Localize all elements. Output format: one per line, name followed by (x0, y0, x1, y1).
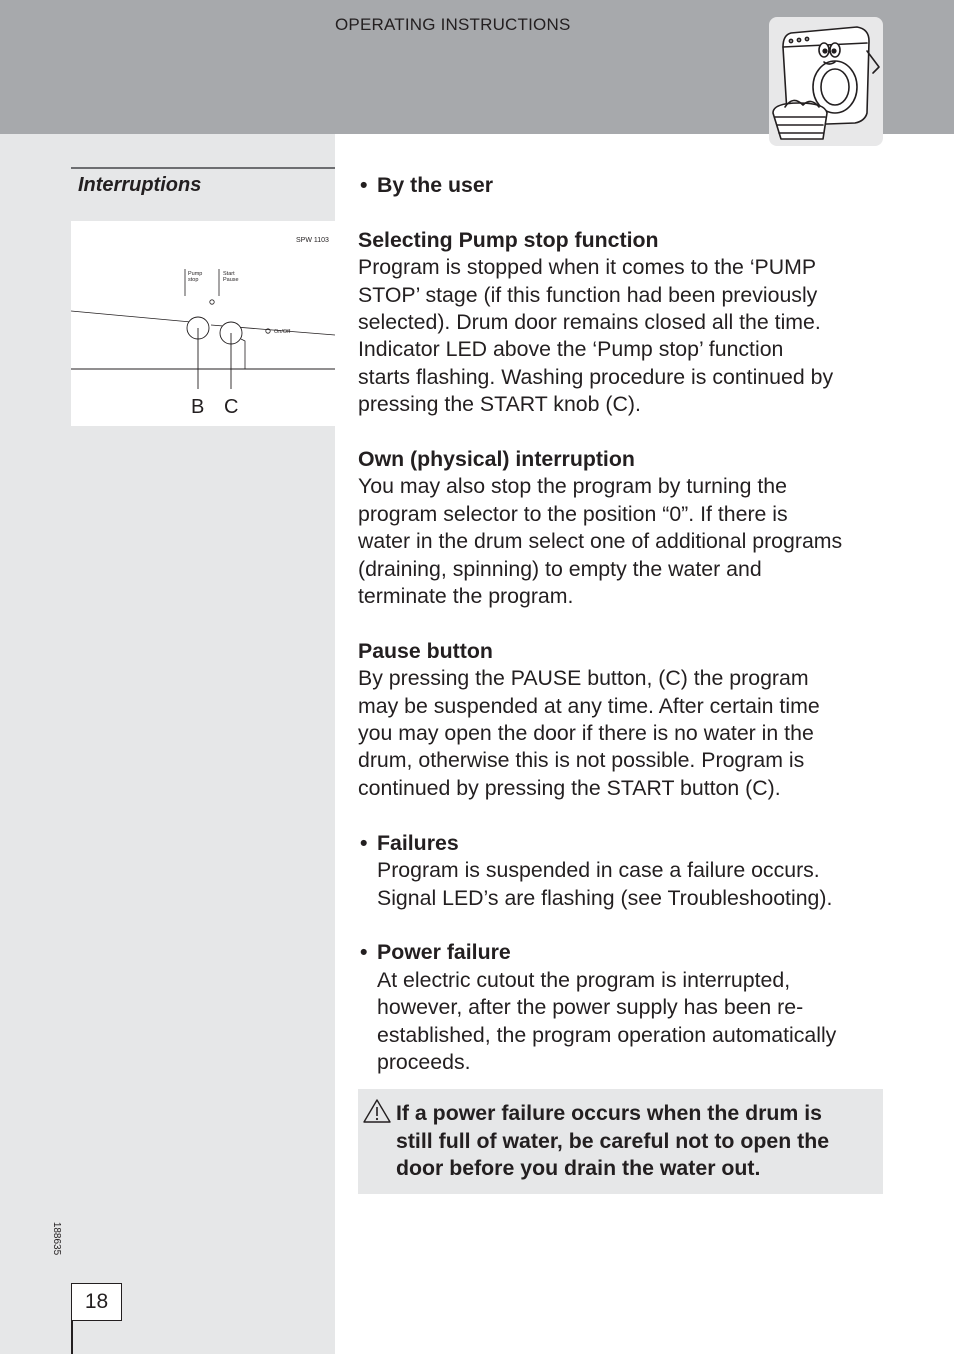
own-interruption-line: water in the drum select one of additional programs (358, 529, 843, 554)
document-code: 188635 (51, 1221, 63, 1256)
warning-box (358, 1089, 883, 1194)
control-panel-figure (71, 221, 335, 426)
failures-line: Program is suspended in case a failure occurs. (377, 858, 820, 883)
header-title: OPERATING INSTRUCTIONS (335, 15, 571, 34)
own-interruption-line: You may also stop the program by turning the (358, 474, 787, 499)
warning-line: If a power failure occurs when the drum is (396, 1101, 823, 1125)
pump-stop-line: STOP’ stage (if this function had been previously (358, 282, 818, 307)
washing-machine-mascot-icon (769, 17, 883, 146)
warning-triangle-icon (362, 1098, 392, 1129)
pause-line: may be suspended at any time. After certain time (358, 693, 820, 718)
pump-stop-line: Program is stopped when it comes to the ‘PUMP (358, 255, 817, 280)
pause-line: drum, otherwise this is not possible. Program is (358, 748, 805, 773)
pump-stop-heading: Selecting Pump stop function (358, 227, 659, 252)
start-pause-label-1: Start (223, 271, 235, 277)
section-rule (71, 167, 335, 169)
pump-stop-led (210, 300, 214, 304)
own-interruption-heading: Own (physical) interruption (358, 447, 635, 472)
power-failure-line: established, the program operation automatically (377, 1022, 837, 1047)
warning-line: door before you drain the water out. (396, 1156, 761, 1181)
page-number-box (71, 1283, 122, 1321)
pause-line: continued by pressing the START button (C). (358, 775, 781, 800)
callout-c: C (224, 396, 239, 418)
main-content (358, 172, 883, 1076)
pump-stop-line: starts flashing. Washing procedure is continued by (358, 364, 834, 389)
power-failure-line: At electric cutout the program is interrupted, (377, 967, 791, 992)
page-number-rule (71, 1320, 73, 1354)
pump-stop-label-1: Pump (188, 271, 203, 277)
failures-line: Signal LED’s are flashing (see Troubleshooting). (377, 885, 833, 910)
pause-heading: Pause button (358, 638, 493, 663)
own-interruption-line: terminate the program. (358, 584, 574, 609)
power-failure-heading: • Power failure (360, 940, 511, 965)
power-failure-line: however, after the power supply has been re- (377, 995, 804, 1020)
page-number: 18 (84, 1290, 109, 1313)
pump-stop-label-2: stop (188, 277, 199, 283)
pause-line: By pressing the PAUSE button, (C) the program (358, 666, 809, 691)
own-interruption-line: program selector to the position “0”. If there is (358, 501, 788, 526)
warning-text (396, 1100, 876, 1183)
callout-b: B (191, 396, 205, 418)
own-interruption-line: (draining, spinning) to empty the water and (358, 556, 762, 581)
pump-stop-line: Indicator LED above the ‘Pump stop’ function (358, 337, 784, 362)
figure-model-label: SPW 1103 (296, 237, 329, 244)
failures-heading: • Failures (360, 830, 459, 855)
pause-line: you may open the door if there is no water in the (358, 721, 814, 746)
section-title: Interruptions (78, 174, 202, 196)
on-off-label: On/Off (274, 329, 291, 335)
pump-stop-line: pressing the START knob (C). (358, 392, 641, 417)
warning-line: still full of water, be careful not to open the (396, 1128, 830, 1153)
start-pause-label-2: Pause (223, 277, 239, 283)
pump-stop-line: selected). Drum door remains closed all the time. (358, 310, 821, 335)
power-failure-line: proceeds. (377, 1049, 471, 1074)
by-user-heading: • By the user (360, 173, 493, 197)
